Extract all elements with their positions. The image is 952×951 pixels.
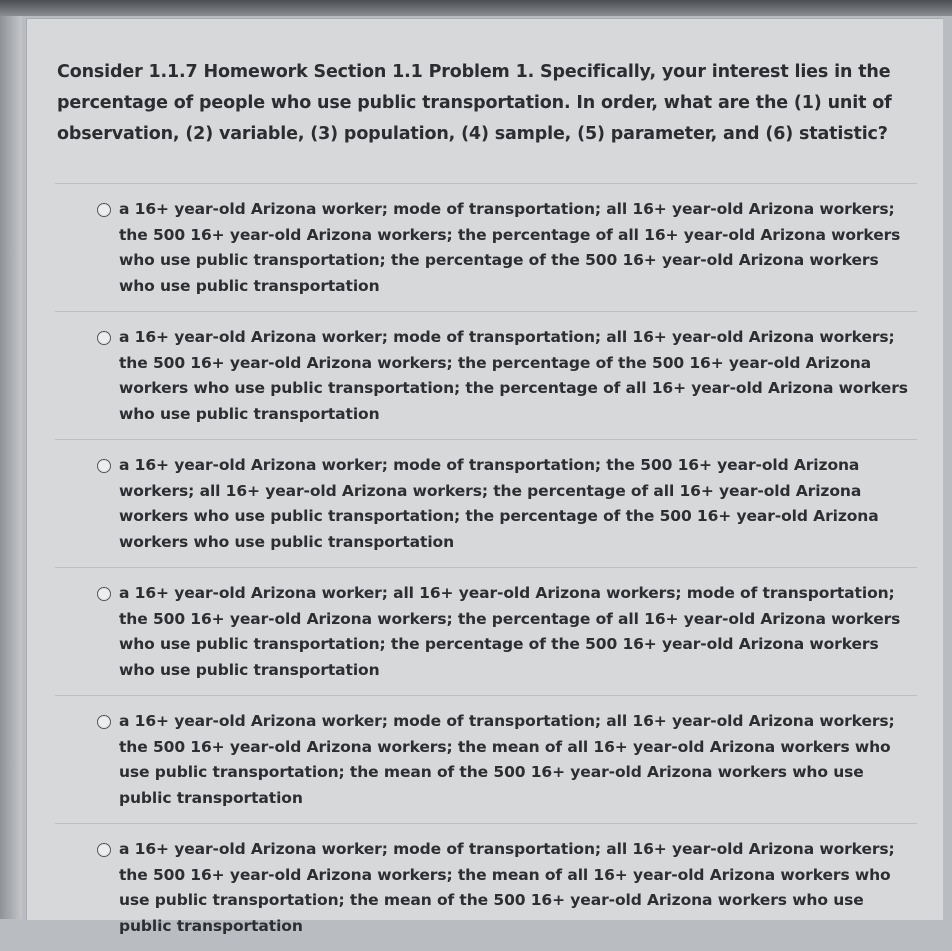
answer-option-6[interactable] xyxy=(55,823,917,951)
question-text: Consider 1.1.7 Homework Section 1.1 Problem 1. Specifically, your interest lies in the percentage of people who use public transportation. In order, what are the (1) unit of observation, (2) variable, (3) population, (4) sample, (5) parameter, and (6) statistic? xyxy=(57,62,892,144)
radio-button-icon[interactable] xyxy=(97,203,111,217)
answer-option-label: a 16+ year-old Arizona worker; mode of transportation; all 16+ year-old Arizona workers; the 500 16+ year-old Arizona workers; the mean of all 16+ year-old Arizona workers who use public transportation; the mean of the 500 16+ year-old Arizona workers who use public transportation xyxy=(119,712,895,807)
answer-option-2[interactable] xyxy=(55,311,917,439)
window-top-bar xyxy=(0,0,952,16)
radio-button-icon[interactable] xyxy=(97,843,111,857)
answer-option-3[interactable] xyxy=(55,439,917,567)
answer-option-label: a 16+ year-old Arizona worker; mode of transportation; the 500 16+ year-old Arizona workers; all 16+ year-old Arizona workers; the percentage of all 16+ year-old Arizona workers who use public transportation; the percentage of the 500 16+ year-old Arizona workers who use public transportation xyxy=(119,456,879,551)
radio-button-icon[interactable] xyxy=(97,459,111,473)
question-panel xyxy=(26,18,943,935)
answer-option-5[interactable] xyxy=(55,695,917,823)
answer-option-label: a 16+ year-old Arizona worker; mode of transportation; all 16+ year-old Arizona workers; the 500 16+ year-old Arizona workers; the percentage of the 500 16+ year-old Arizona workers who use public transportation; the percentage of all 16+ year-old Arizona workers who use public transportation xyxy=(119,328,908,423)
left-edge-shadow xyxy=(0,16,22,919)
answer-option-label: a 16+ year-old Arizona worker; mode of transportation; all 16+ year-old Arizona workers; the 500 16+ year-old Arizona workers; the percentage of all 16+ year-old Arizona workers who use public transportation; the percentage of the 500 16+ year-old Arizona workers who use public transportation xyxy=(119,200,901,295)
answer-options xyxy=(55,183,917,951)
answer-option-4[interactable] xyxy=(55,567,917,695)
answer-option-label: a 16+ year-old Arizona worker; mode of transportation; all 16+ year-old Arizona workers; the 500 16+ year-old Arizona workers; the mean of all 16+ year-old Arizona workers who use public transportation; the mean of the 500 16+ year-old Arizona workers who use public transportation xyxy=(119,840,895,935)
answer-option-1[interactable] xyxy=(55,183,917,311)
radio-button-icon[interactable] xyxy=(97,331,111,345)
radio-button-icon[interactable] xyxy=(97,587,111,601)
radio-button-icon[interactable] xyxy=(97,715,111,729)
answer-option-label: a 16+ year-old Arizona worker; all 16+ year-old Arizona workers; mode of transportation; the 500 16+ year-old Arizona workers; the percentage of all 16+ year-old Arizona workers who use public transportation; the percentage of the 500 16+ year-old Arizona workers who use public transportation xyxy=(119,584,901,679)
